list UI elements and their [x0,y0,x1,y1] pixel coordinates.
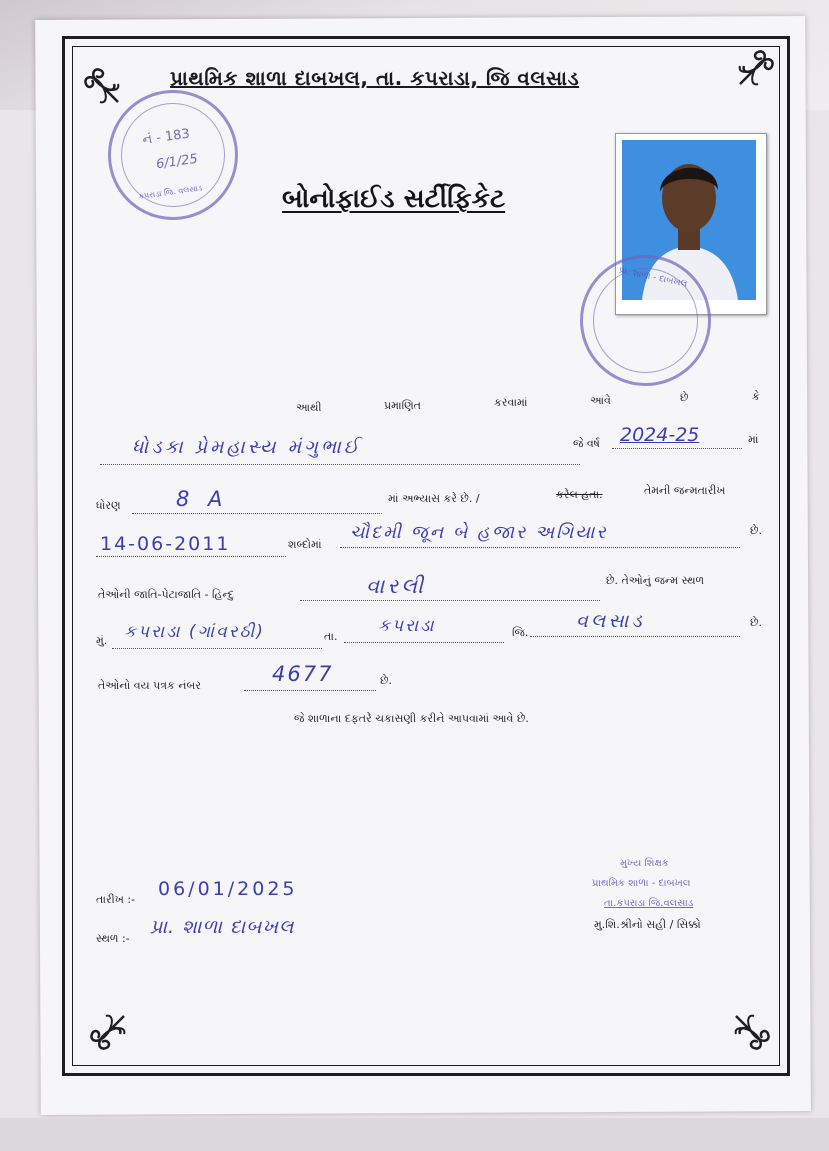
photo-stamp-ring-text: પ્રા. શાળા - દાબખલ [617,265,689,290]
corner-ornament-top-right [730,44,780,94]
stamp-ring-text: કપરાડા જિ. વલસાડ [137,183,203,202]
school-heading: પ્રાથમિક શાળા દાબખલ, તા. કપરાડા, જિ વલસાડ [170,66,580,90]
district-dotted-line [530,636,740,637]
std-dotted-line [132,513,382,514]
register-label: તેઓનો વય પત્રક નંબર [98,679,201,692]
words-label: શબ્દોમાં [288,538,322,551]
village-dotted-line [112,648,322,649]
year-suffix: માં [748,433,759,446]
closing-line: જે શાળાના દફતરે ચકાસણી કરીને આપવામાં આવે છે. [294,712,529,725]
dob-words-dotted-line [340,547,740,548]
stamp-number: નં - 183 [141,126,191,149]
caste-value: વારલી [366,574,426,598]
dob-label: તેમની જન્મતારીખ [644,484,726,497]
taluka-label: તા. [324,630,338,643]
caste-dotted-line [300,600,600,601]
dob-dotted-line [96,556,286,557]
academic-year: 2024-25 [620,424,700,446]
year-dotted-line [612,448,742,449]
dob-sentence-end: છે. [750,524,762,537]
background-bottom [0,1118,829,1151]
taluka-value: કપરાડા [378,616,436,636]
corner-ornament-bottom-left [84,1006,134,1056]
name-dotted-line [100,464,580,465]
stamp-date: 6/1/25 [155,151,199,173]
corner-ornament-bottom-right [726,1006,776,1056]
village-label: મું. [96,634,108,647]
intro-word-3: કરવામાં [494,396,528,409]
struck-text: કરેલ હતા. [556,488,603,501]
issue-place: પ્રા. શાળા દાબખલ [150,916,295,938]
caste-label: તેઓની જાતિ-પેટાજાતિ - હિન્દુ [98,588,235,601]
village-value: કપરાડા (ગાંવરઠી) [124,622,265,642]
intro-word-2: પ્રમાણિત [384,399,421,412]
corner-ornament-top-left [78,62,128,112]
place-label: સ્થળ :- [96,932,130,945]
dob-in-words: ચૌદમી જૂન બે હજાર અગિયાર [350,522,608,543]
date-label: તારીખ :- [96,893,136,906]
std-text: માં અભ્યાસ કરે છે. / [388,492,480,505]
std-value: 8 A [176,487,229,511]
signature-stamp-line-3: તા.કપરાડા જિ.વલસાડ [604,898,694,909]
register-dotted-line [244,690,376,691]
year-label: જે વર્ષ [573,437,600,450]
district-label: જિ. [512,626,529,639]
std-label: ધોરણ [96,499,121,512]
certificate-title: બોનોફાઈડ સર્ટીફિકેટ [282,184,506,214]
signature-stamp-line-1: મુખ્ય શિક્ષક [620,858,669,869]
district-value: વલસાડ [576,610,645,632]
signature-stamp-line-2: પ્રાથમિક શાળા - દાબખલ [592,878,691,889]
register-end: છે. [380,674,392,687]
signature-label: મુ.શિ.શ્રીનો સહી / સિક્કો [594,918,701,931]
register-number: 4677 [272,662,334,686]
birthplace-label: છે. તેઓનું જન્મ સ્થળ [606,574,705,587]
intro-word-4: આવે [590,394,611,407]
dob-value: 14-06-2011 [100,533,231,555]
student-name: ધોડકા પ્રેમહાસ્ય મંગુભાઈ [132,436,362,458]
intro-word-1: આથી [296,401,322,414]
issue-date: 06/01/2025 [158,878,298,900]
birthplace-end: છે. [750,616,762,629]
intro-word-5: છે [680,391,689,404]
taluka-dotted-line [344,642,504,643]
intro-word-6: કે [752,390,760,403]
